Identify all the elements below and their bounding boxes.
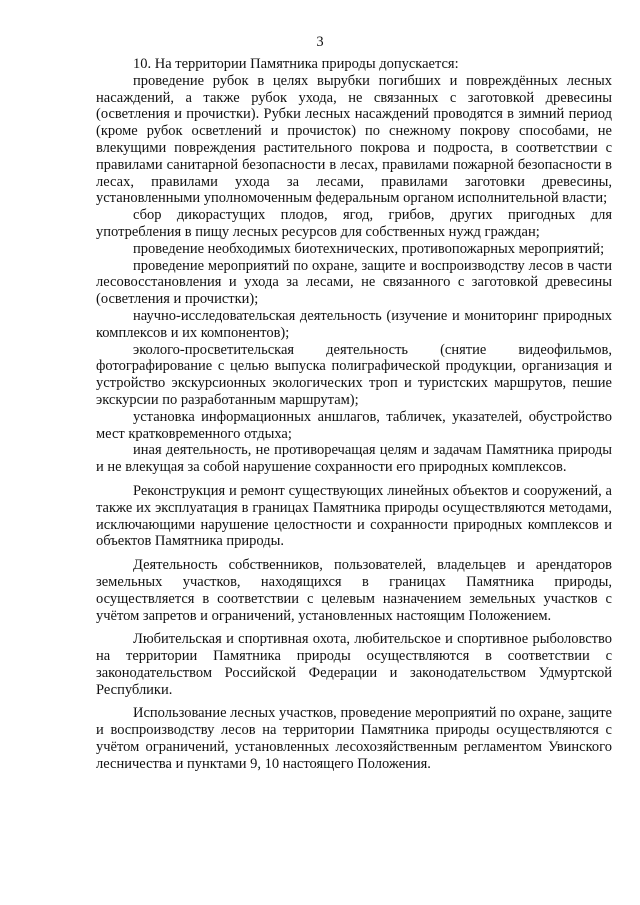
document-body (96, 56, 612, 773)
paragraph-signage: установка информационных аншлагов, табличек, указателей, обустройство мест кратковременного отдыха; (96, 408, 612, 442)
paragraph-reconstruction: Реконструкция и ремонт существующих линейных объектов и сооружений, а также их эксплуатация в границах Памятника природы осуществляются методами, исключающими нарушение целостности и сохранности природных комплексов и объектов Памятника природы. (96, 482, 612, 550)
paragraph-eco-education: эколого-просветительская деятельность (снятие видеофильмов, фотографирование с целью выпуска полиграфической продукции, организация и устройство экскурсионных экологических троп и туристских маршрутов, пешие экскурсии по разработанным маршрутам); (96, 341, 612, 408)
paragraph-item-10-heading: 10. На территории Памятника природы допускается: (133, 56, 459, 72)
paragraph-wild-harvest: сбор дикорастущих плодов, ягод, грибов, других пригодных для употребления в пищу лесных ресурсов для собственных нужд граждан; (96, 207, 612, 240)
paragraph-research: научно-исследовательская деятельность (изучение и мониторинг природных комплексов и их компонентов); (96, 307, 612, 341)
paragraph-forest-use: Использование лесных участков, проведение мероприятий по охране, защите и воспроизводству лесов на территории Памятника природы осуществляются с учётом ограничений, установленных лесохозяйственным регламентом Увинского лесничества и пунктами 9, 10 настоящего Положения. (96, 705, 612, 772)
paragraph-forest-protection: проведение мероприятий по охране, защите и воспроизводству лесов в части лесовосстановления и ухода за лесами, не связанного с заготовкой древесины (осветления и прочистки); (96, 257, 612, 308)
paragraph-logging: проведение рубок в целях вырубки погибших и повреждённых лесных насаждений, а также рубок ухода, не связанных с заготовкой древесины (осветления и прочистки). Рубки лесных насаждений проводятся в зимний период (кроме рубок осветлений и прочисток) по снежному покрову способами, не влекущими повреждения растительного покрова и подроста, в соответствии с правилами санитарной безопасности в лесах, правилами пожарной безопасности в лесах, правилами ухода за лесами, правилами заготовки древесины, установленными уполномоченным федеральным органом исполнительной власти; (96, 72, 612, 207)
page-number: 3 (316, 34, 324, 50)
paragraph-land-owners: Деятельность собственников, пользователей, владельцев и арендаторов земельных участков, находящихся в границах Памятника природы, осуществляется в соответствии с целевым назначением земельных участков с учётом запретов и ограничений, установленных настоящим Положением. (96, 557, 612, 624)
paragraph-hunting-fishing: Любительская и спортивная охота, любительское и спортивное рыболовство на территории Памятника природы осуществляются в соответствии с законодательством Российской Федерации и законодательством Удмуртской Республики. (96, 631, 612, 698)
paragraph-biotechnical: проведение необходимых биотехнических, противопожарных мероприятий; (133, 240, 605, 257)
paragraph-other-activity: иная деятельность, не противоречащая целям и задачам Памятника природы и не влекущая за собой нарушение сохранности его природных комплексов. (96, 442, 612, 476)
